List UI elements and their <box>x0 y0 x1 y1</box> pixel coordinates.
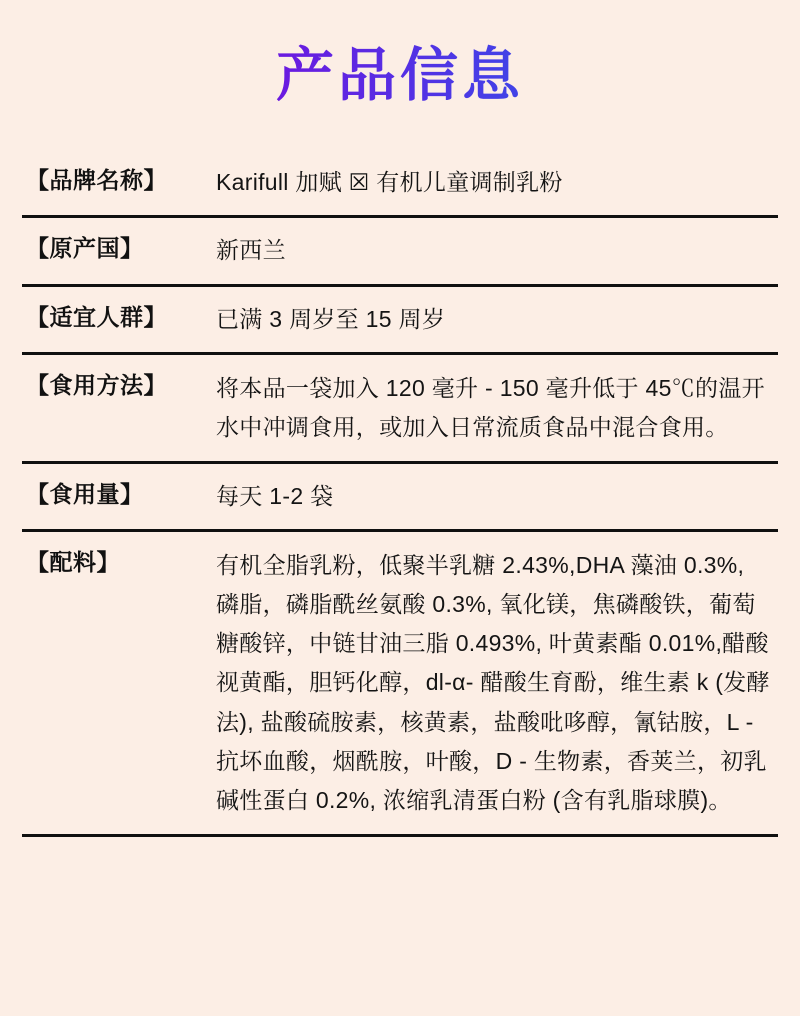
table-row <box>22 355 778 464</box>
table-row <box>22 150 778 218</box>
row-label-brand: 【品牌名称】 <box>26 167 167 193</box>
row-value-brand: Karifull 加赋 ☒ 有机儿童调制乳粉 <box>216 169 563 195</box>
table-row <box>22 287 778 355</box>
page-bottom-spacer <box>0 837 800 861</box>
row-label-dosage: 【食用量】 <box>26 480 144 507</box>
row-value-usage: 将本品一袋加入 120 毫升 - 150 毫升低于 45℃的温开水中冲调食用，或加入日常流质食品中混合食用。 <box>216 374 765 440</box>
row-label-target-group: 【适宜人群】 <box>26 303 167 330</box>
row-value-target-group: 已满 3 周岁至 15 周岁 <box>216 305 446 332</box>
row-label-usage: 【食用方法】 <box>26 371 167 398</box>
table-row <box>22 532 778 837</box>
row-label-origin: 【原产国】 <box>26 235 144 262</box>
row-value-origin: 新西兰 <box>216 237 286 264</box>
row-value-ingredients: 有机全脂乳粉，低聚半乳糖 2.43%,DHA 藻油 0.3%, 磷脂，磷脂酰丝氨酸 0.3%, 氧化镁，焦磷酸铁，葡萄糖酸锌，中链甘油三脂 0.493%, 叶黄素酯 0.01%,醋酸视黄酯，胆钙化醇，dl-α- 醋酸生育酚，维生素 k (发酵法), 盐酸硫胺素，核黄素，盐酸吡哆醇，氰钴胺，L - 抗坏血酸，烟酰胺，叶酸，D - 生物素，香荚兰，初乳碱性蛋白 0.2%, 浓缩乳清蛋白粉 (含有乳脂球膜)。 <box>216 552 770 813</box>
product-info-table <box>22 150 778 837</box>
table-row <box>22 218 778 286</box>
table-row <box>22 464 778 532</box>
row-value-dosage: 每天 1-2 袋 <box>216 482 334 509</box>
row-label-ingredients: 【配料】 <box>26 549 120 576</box>
page-title: 产品信息 <box>0 0 800 122</box>
